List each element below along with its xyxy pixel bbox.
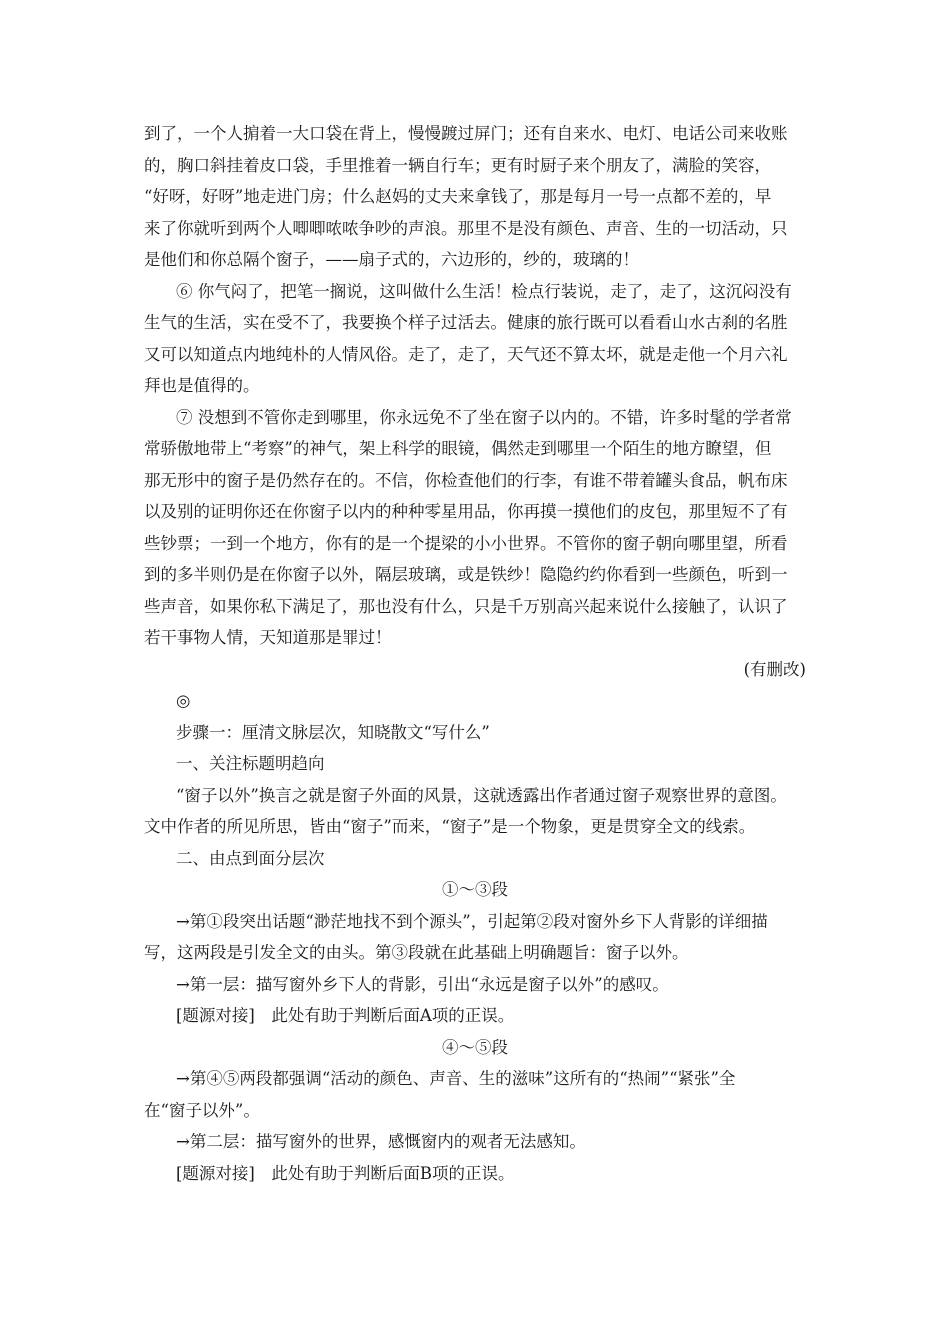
text-line: 些钞票；一到一个地方，你有的是一个提梁的小小世界。不管你的窗子朝向哪里望，所看 (144, 533, 788, 553)
section-heading-1: 一、关注标题明趋向 (176, 754, 325, 773)
source-tag-1: [题源对接] 此处有助于判断后面A项的正误。 (176, 1006, 515, 1025)
paragraph-7 (144, 402, 806, 654)
text-line: 生气的生活，实在受不了，我要换个样子过活去。健康的旅行既可以看看山水古刹的名胜 (144, 313, 788, 332)
text-line: →第④⑤两段都强调“活动的颜色、声音、生的滋味”这所有的“热闹”“紧张”全 (176, 1069, 736, 1088)
text-line: 那无形中的窗子是仍然存在的。不信，你检查他们的行李，有谁不带着罐头食品，帆布床 (144, 470, 788, 490)
group-title-1: ①～③段 (442, 880, 508, 899)
source-tag-2: [题源对接] 此处有助于判断后面B项的正误。 (176, 1163, 515, 1183)
source-note (144, 654, 806, 686)
layer-summary-2: →第二层：描写窗外的世界，感慨窗内的观者无法感知。 (176, 1132, 586, 1151)
paragraph-5 (144, 118, 806, 276)
analysis-section (144, 685, 806, 1189)
text-line: 是他们和你总隔个窗子，——扇子式的，六边形的，纱的，玻璃的！ (144, 250, 639, 269)
text-line: “好呀，好呀”地走进门房；什么赵妈的丈夫来拿钱了，那是每月一号一点都不差的，早 (144, 187, 772, 206)
source-note-text: (有删改) (743, 659, 806, 679)
text-line: 写，这两段是引发全文的由头。第③段就在此基础上明确题旨：窗子以外。 (144, 943, 689, 962)
section-heading-2: 二、由点到面分层次 (176, 848, 325, 868)
text-line: ⑥ 你气闷了，把笔一搁说，这叫做什么生活！检点行装说，走了，走了，这沉闷没有 (176, 281, 792, 301)
section-symbol: ◎ (176, 691, 191, 710)
text-line: 以及别的证明你还在你窗子以内的种种零星用品，你再摸一摸他们的皮包，那里短不了有 (144, 502, 788, 521)
text-line: 文中作者的所见所思，皆由“窗子”而来，“窗子”是一个物象，更是贯穿全文的线索。 (144, 817, 756, 836)
text-line: ⑦ 没想到不管你走到哪里，你永远免不了坐在窗子以内的。不错，许多时髦的学者常 (176, 407, 792, 427)
text-line: “窗子以外”换言之就是窗子外面的风景，这就透露出作者通过窗子观察世界的意图。 (176, 785, 787, 805)
layer-summary-1: →第一层：描写窗外乡下人的背影，引出“永远是窗子以外”的感叹。 (176, 974, 669, 994)
text-line: 些声音，如果你私下满足了，那也没有什么，只是千万别高兴起来说什么接触了，认识了 (144, 596, 788, 616)
text-line: 的，胸口斜挂着皮口袋，手里推着一辆自行车；更有时厨子来个朋友了，满脸的笑容， (144, 155, 771, 175)
text-line: 常骄傲地带上“考察”的神气，架上科学的眼镜，偶然走到哪里一个陌生的地方瞭望，但 (144, 439, 772, 458)
text-line: 又可以知道点内地纯朴的人情风俗。走了，走了，天气还不算太坏，就是走他一个月六礼 (144, 344, 788, 364)
document-page (144, 118, 806, 1189)
text-line: 来了你就听到两个人唧唧哝哝争吵的声浪。那里不是没有颜色、声音、生的一切活动，只 (144, 218, 788, 238)
text-line: →第①段突出话题“渺茫地找不到个源头”，引起第②段对窗外乡下人背影的详细描 (176, 911, 768, 931)
text-line: 若干事物人情，天知道那是罪过！ (144, 628, 392, 647)
paragraph-6 (144, 276, 806, 402)
text-line: 拜也是值得的。 (144, 376, 260, 395)
text-line: 到的多半则仍是在你窗子以外，隔层玻璃，或是铁纱！隐隐约约你看到一些颜色，听到一 (144, 565, 788, 584)
text-line: 在“窗子以外”。 (144, 1100, 260, 1120)
text-line: 到了，一个人掮着一大口袋在背上，慢慢踱过屏门；还有自来水、电灯、电话公司来收账 (144, 124, 788, 143)
step-heading: 步骤一：厘清文脉层次，知晓散文“写什么” (176, 722, 490, 742)
group-title-2: ④～⑤段 (442, 1037, 508, 1057)
